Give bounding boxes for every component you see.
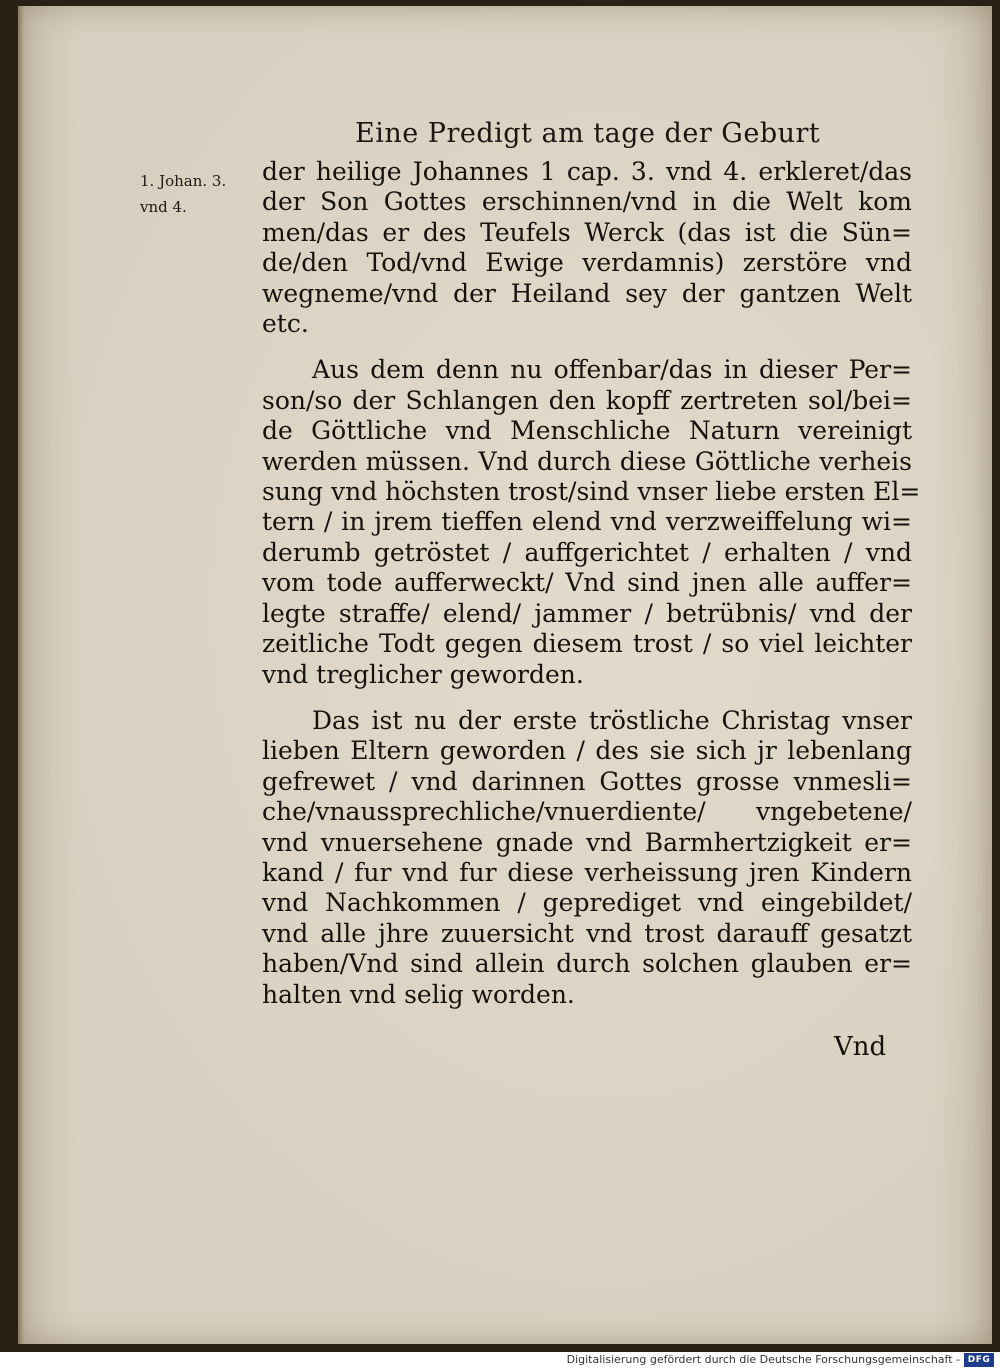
text-line: der Son Gottes erschinnen/vnd in die Welt kom [262, 187, 912, 217]
text-line: haben/Vnd sind allein durch solchen glauben er= [262, 949, 912, 979]
margin-note-line: vnd 4. [140, 198, 187, 216]
running-head: Eine Predigt am tage der Geburt [355, 118, 821, 149]
text-line: der heilige Johannes 1 cap. 3. vnd 4. erkleret/das [262, 157, 912, 186]
text-line: Das ist nu der erste tröstliche Christag vnser [312, 705, 912, 735]
main-text [262, 157, 921, 1010]
text-line: son/so der Schlangen den kopff zertreten sol/bei= [262, 385, 912, 415]
text-line: werden müssen. Vnd durch diese Göttliche verheis [262, 446, 912, 476]
text-line: lieben Eltern geworden / des sie sich jr lebenlang [262, 736, 912, 766]
text-line: che/vnaussprechliche/vnuerdiente/ vngebetene/ [262, 797, 912, 827]
text-line: gefrewet / vnd darinnen Gottes grosse vnmesli= [262, 766, 912, 796]
text-line: zeitliche Todt gegen diesem trost / so viel leichter [262, 629, 912, 659]
funding-credit: Digitalisierung gefördert durch die Deutsche Forschungsgemeinschaft - [566, 1353, 960, 1366]
text-line: wegneme/vnd der Heiland sey der gantzen Welt [262, 278, 912, 308]
text-line: derumb getröstet / auffgerichtet / erhalten / vnd [262, 537, 912, 567]
paragraph-1 [262, 157, 912, 339]
text-line: legte straffe/ elend/ jammer / betrübnis/ vnd der [262, 598, 912, 628]
text-line: kand / fur vnd fur diese verheissung jren Kindern [262, 857, 912, 887]
text-line: Aus dem denn nu offenbar/das in dieser Per= [312, 355, 912, 385]
text-line: vnd Nachkommen / geprediget vnd eingebildet/ [262, 888, 912, 918]
text-line: de/den Tod/vnd Ewige verdamnis) zerstöre vnd [262, 248, 912, 278]
text-line: de Göttliche vnd Menschliche Naturn vereinigt [262, 416, 912, 446]
text-line: vnd treglicher geworden. [262, 659, 584, 689]
text-line: vnd vnuersehene gnade vnd Barmhertzigkeit er= [262, 827, 912, 857]
paragraph-2 [262, 355, 921, 689]
text-line: halten vnd selig worden. [262, 979, 575, 1009]
dfg-logo: DFG [964, 1353, 994, 1367]
footer-bar [0, 1352, 1000, 1369]
text-line: sung vnd höchsten trost/sind vnser liebe ersten El= [262, 477, 921, 507]
text-line: men/das er des Teufels Werck (das ist die Sün= [262, 217, 912, 247]
text-line: etc. [262, 309, 309, 339]
text-line: vnd alle jhre zuuersicht vnd trost darauff gesatzt [262, 918, 912, 948]
catchword: Vnd [834, 1032, 887, 1062]
paragraph-3 [262, 706, 912, 1010]
margin-note-line: 1. Johan. 3. [140, 172, 227, 190]
text-line: vom tode aufferweckt/ Vnd sind jnen alle auffer= [262, 568, 912, 598]
margin-note [140, 168, 260, 220]
text-line: tern / in jrem tieffen elend vnd verzweiffelung wi= [262, 507, 912, 537]
page-gutter-shadow [18, 6, 24, 1344]
